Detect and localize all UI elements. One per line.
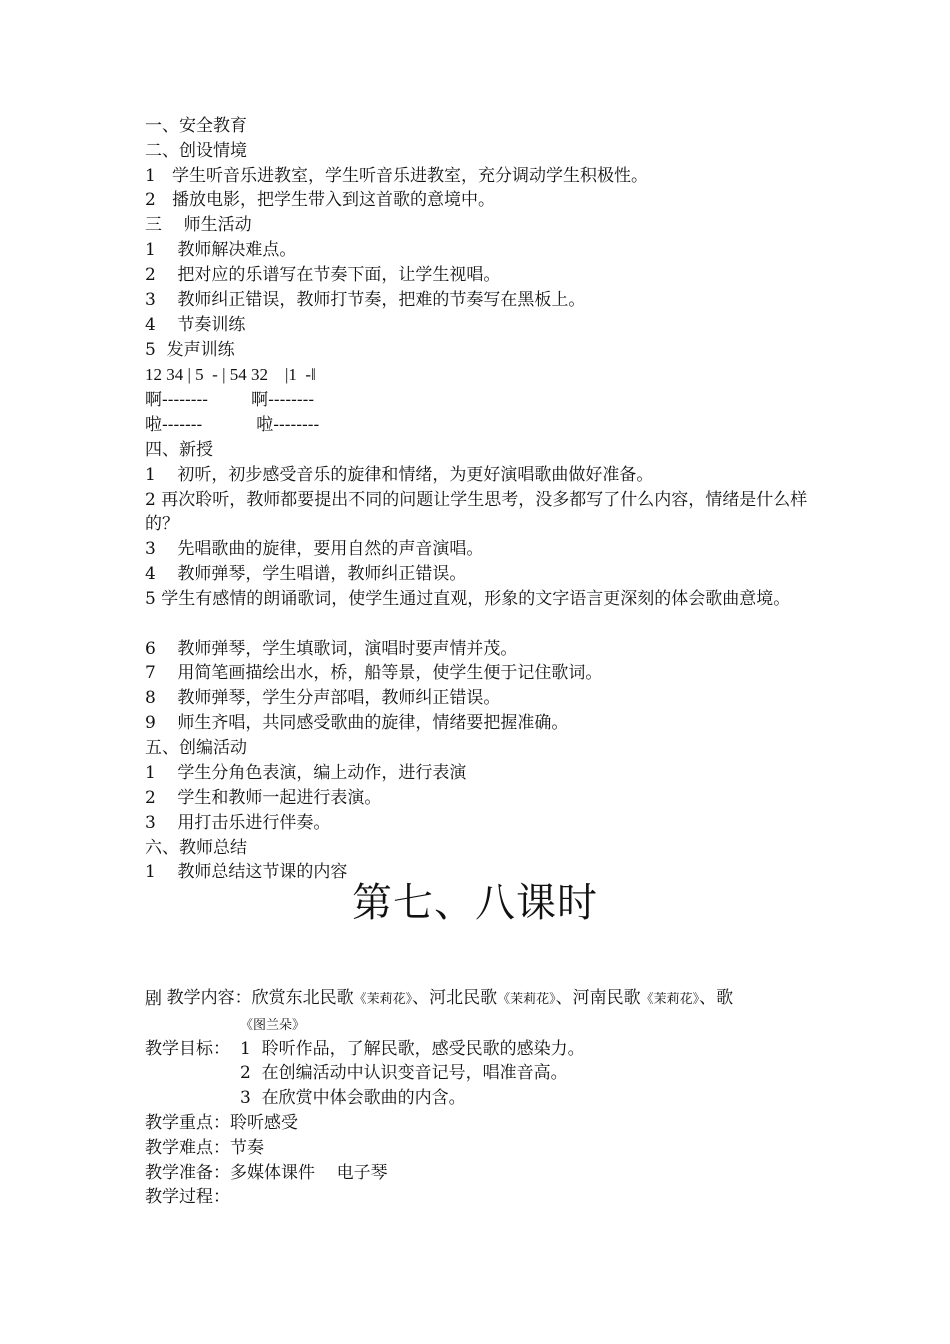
list-item: 4 教师弹琴，学生唱谱，教师纠正错误。	[145, 564, 467, 584]
list-item: 1 学生分角色表演，编上动作，进行表演	[145, 763, 467, 783]
content-label: 教学内容：	[166, 988, 252, 1008]
list-item: 2 播放电影，把学生带入到这首歌的意境中。	[145, 190, 496, 210]
list-item: 2 学生和教师一起进行表演。	[145, 788, 382, 808]
list-item: 7 用简笔画描绘出水，桥，船等景，使学生便于记住歌词。	[145, 663, 603, 683]
vocal-line-a: 啊-------- 啊--------	[145, 390, 315, 410]
process: 教学过程：	[145, 1187, 230, 1207]
list-item: 1 教师解决难点。	[145, 240, 297, 260]
list-item: 6 教师弹琴，学生填歌词，演唱时要声情并茂。	[145, 639, 518, 659]
list-item: 3 先唱歌曲的旋律，要用自然的声音演唱。	[145, 539, 484, 559]
list-item: 8 教师弹琴，学生分声部唱，教师纠正错误。	[145, 688, 501, 708]
list-item: 1 教师总结这节课的内容	[145, 862, 348, 882]
song-title: 《茉莉花》	[353, 992, 413, 1007]
rhythm-notation: 12 34 | 5 - | 54 32 |1 -‖	[145, 365, 316, 384]
heading-creative: 五、创编活动	[145, 738, 247, 758]
heading-summary: 六、教师总结	[145, 838, 247, 858]
list-item: 1 初听，初步感受音乐的旋律和情绪，为更好演唱歌曲做好准备。	[145, 465, 654, 485]
list-item: 3 用打击乐进行伴奏。	[145, 813, 331, 833]
list-item: 4 节奏训练	[145, 315, 246, 335]
list-item: 3 教师纠正错误，教师打节奏，把难的节奏写在黑板上。	[145, 290, 586, 310]
list-item: 5 发声训练	[145, 340, 235, 360]
heading-scenario: 二、创设情境	[145, 141, 247, 161]
song-title: 《图兰朵》	[240, 1018, 306, 1033]
heading-new-lesson: 四、新授	[145, 440, 213, 460]
content-text: 、河北民歌	[412, 988, 498, 1008]
goal-item: 2 在创编活动中认识变音记号，唱准音高。	[240, 1063, 568, 1083]
goal-item: 3 在欣赏中体会歌曲的内含。	[240, 1088, 466, 1108]
vocal-line-la: 啦------- 啦--------	[145, 415, 320, 435]
list-item: 1 学生听音乐进教室，学生听音乐进教室，充分调动学生积极性。	[145, 166, 649, 186]
heading-safety: 一、安全教育	[145, 116, 247, 136]
content-text: 、歌	[699, 988, 734, 1008]
goal-item: 1 聆听作品，了解民歌，感受民歌的感染力。	[240, 1039, 585, 1059]
heading-activity: 三 师生活动	[145, 215, 252, 235]
list-item-wrapped: 2 再次聆听，教师都要提出不同的问题让学生思考，没多都写了什么内容，情绪是什么样的？	[145, 490, 808, 534]
preparation: 教学准备：多媒体课件 电子琴	[145, 1163, 388, 1183]
content-text: 、河南民歌	[555, 988, 641, 1008]
list-item: 2 把对应的乐谱写在节奏下面，让学生视唱。	[145, 265, 501, 285]
list-item: 9 师生齐唱，共同感受歌曲的旋律，情绪要把握准确。	[145, 713, 569, 733]
content-wrap: 剧	[145, 989, 162, 1009]
goals-label: 教学目标：	[145, 1039, 230, 1059]
difficulty: 教学难点：节奏	[145, 1138, 264, 1158]
lesson-title: 第七、八课时	[352, 880, 598, 926]
content-text: 欣赏东北民歌	[251, 988, 354, 1008]
song-title: 《茉莉花》	[497, 992, 556, 1007]
song-title: 《茉莉花》	[640, 992, 700, 1007]
list-item-wrapped: 5 学生有感情的朗诵歌词，使学生通过直观，形象的文字语言更深刻的体会歌曲意境。	[145, 589, 791, 609]
key-point: 教学重点：聆听感受	[145, 1113, 298, 1133]
